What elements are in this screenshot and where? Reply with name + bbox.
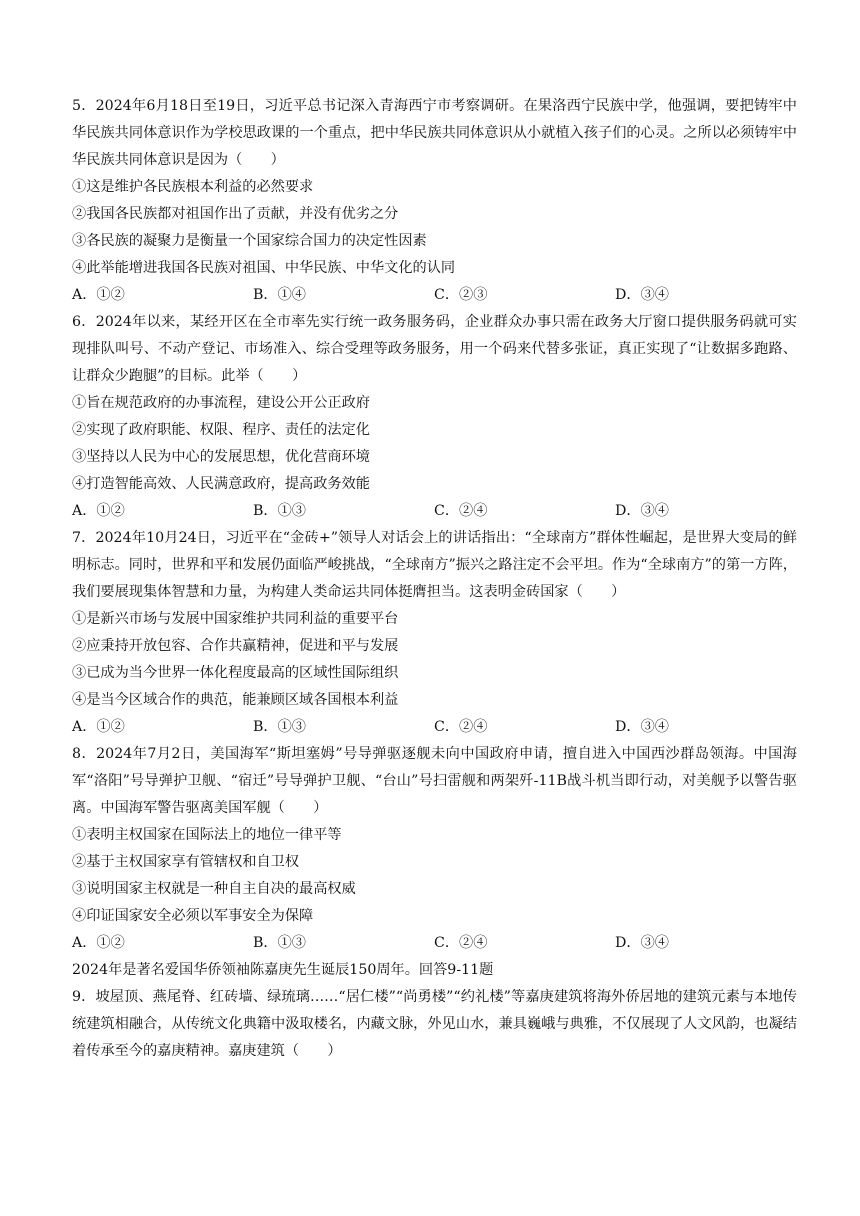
- option-b: B．①③: [253, 935, 306, 951]
- option-b: B．①③: [253, 503, 306, 519]
- question-stem: 6．2024年以来，某经开区在全市率先实行统一政务服务码，企业群众办事只需在政务大厅窗口提供服务码就可实现排队叫号、不动产登记、市场准入、综合受理等政务服务，用一个码来代替多张证，真正实现了“让数据多跑路、让群众少跑腿”的目标。此举（ ）: [72, 314, 797, 384]
- statement: ②应秉持开放包容、合作共赢精神，促进和平与发展: [72, 638, 399, 654]
- question-8: [72, 741, 797, 957]
- statement: ③已成为当今世界一体化程度最高的区域性国际组织: [72, 665, 399, 681]
- statement: ①表明主权国家在国际法上的地位一律平等: [72, 827, 342, 843]
- question-stem: 8．2024年7月2日，美国海军“斯坦塞姆”号导弹驱逐舰未向中国政府申请，擅自进入中国西沙群岛领海。中国海军“洛阳”号导弹护卫舰、“宿迁”号导弹护卫舰、“台山”号扫雷舰和两架歼-11B战斗机当即行动，对美舰予以警告驱离。中国海军警告驱离美国军舰（ ）: [72, 746, 797, 816]
- group-lead-in: 2024年是著名爱国华侨领袖陈嘉庚先生诞辰150周年。回答9-11题: [72, 962, 494, 978]
- option-a: A．①②: [72, 719, 125, 735]
- statement: ③说明国家主权就是一种自主自决的最高权威: [72, 881, 356, 897]
- question-7: [72, 525, 797, 741]
- question-stem: 9．坡屋顶、燕尾脊、红砖墙、绿琉璃……“居仁楼”“尚勇楼”“约礼楼”等嘉庚建筑将海外侨居地的建筑元素与本地传统建筑相融合，从传统文化典籍中汲取楼名，内藏文脉，外见山水，兼具巍峨与典雅，不仅展现了人文风韵，也凝结着传承至今的嘉庚精神。嘉庚建筑（ ）: [72, 989, 797, 1059]
- statement: ①是新兴市场与发展中国家维护共同利益的重要平台: [72, 611, 399, 627]
- answer-options: [72, 282, 797, 309]
- option-c: C．②④: [434, 719, 488, 735]
- answer-options: [72, 498, 797, 525]
- statement: ②我国各民族都对祖国作出了贡献，并没有优劣之分: [72, 206, 399, 222]
- question-9: [72, 984, 797, 1065]
- option-a: A．①②: [72, 503, 125, 519]
- option-c: C．②④: [434, 503, 488, 519]
- question-list: [72, 93, 797, 1065]
- option-a: A．①②: [72, 287, 125, 303]
- statement: ①这是维护各民族根本利益的必然要求: [72, 179, 314, 195]
- option-a: A．①②: [72, 935, 125, 951]
- option-d: D．③④: [615, 287, 669, 303]
- option-c: C．②④: [434, 935, 488, 951]
- option-c: C．②③: [434, 287, 488, 303]
- option-b: B．①③: [253, 719, 306, 735]
- option-b: B．①④: [253, 287, 306, 303]
- question-6: [72, 309, 797, 525]
- statement: ④打造智能高效、人民满意政府，提高政务效能: [72, 476, 370, 492]
- statement: ④此举能增进我国各民族对祖国、中华民族、中华文化的认同: [72, 260, 456, 276]
- answer-options: [72, 930, 797, 957]
- statement: ④是当今区域合作的典范，能兼顾区域各国根本利益: [72, 692, 399, 708]
- statement: ②实现了政府职能、权限、程序、责任的法定化: [72, 422, 370, 438]
- statement: ③坚持以人民为中心的发展思想，优化营商环境: [72, 449, 370, 465]
- statement: ②基于主权国家享有管辖权和自卫权: [72, 854, 300, 870]
- option-d: D．③④: [615, 503, 669, 519]
- statement: ①旨在规范政府的办事流程，建设公开公正政府: [72, 395, 370, 411]
- answer-options: [72, 714, 797, 741]
- question-5: [72, 93, 797, 309]
- option-d: D．③④: [615, 719, 669, 735]
- option-d: D．③④: [615, 935, 669, 951]
- statement: ④印证国家安全必须以军事安全为保障: [72, 908, 314, 924]
- question-stem: 5．2024年6月18日至19日，习近平总书记深入青海西宁市考察调研。在果洛西宁民族中学，他强调，要把铸牢中华民族共同体意识作为学校思政课的一个重点，把中华民族共同体意识从小就植入孩子们的心灵。之所以必须铸牢中华民族共同体意识是因为（ ）: [72, 98, 797, 168]
- statement: ③各民族的凝聚力是衡量一个国家综合国力的决定性因素: [72, 233, 427, 249]
- question-stem: 7．2024年10月24日，习近平在“金砖+”领导人对话会上的讲话指出：“全球南方”群体性崛起，是世界大变局的鲜明标志。同时，世界和平和发展仍面临严峻挑战，“全球南方”振兴之路注定不会平坦。作为“全球南方”的第一方阵，我们要展现集体智慧和力量，为构建人类命运共同体挺膺担当。这表明金砖国家（ ）: [72, 530, 797, 600]
